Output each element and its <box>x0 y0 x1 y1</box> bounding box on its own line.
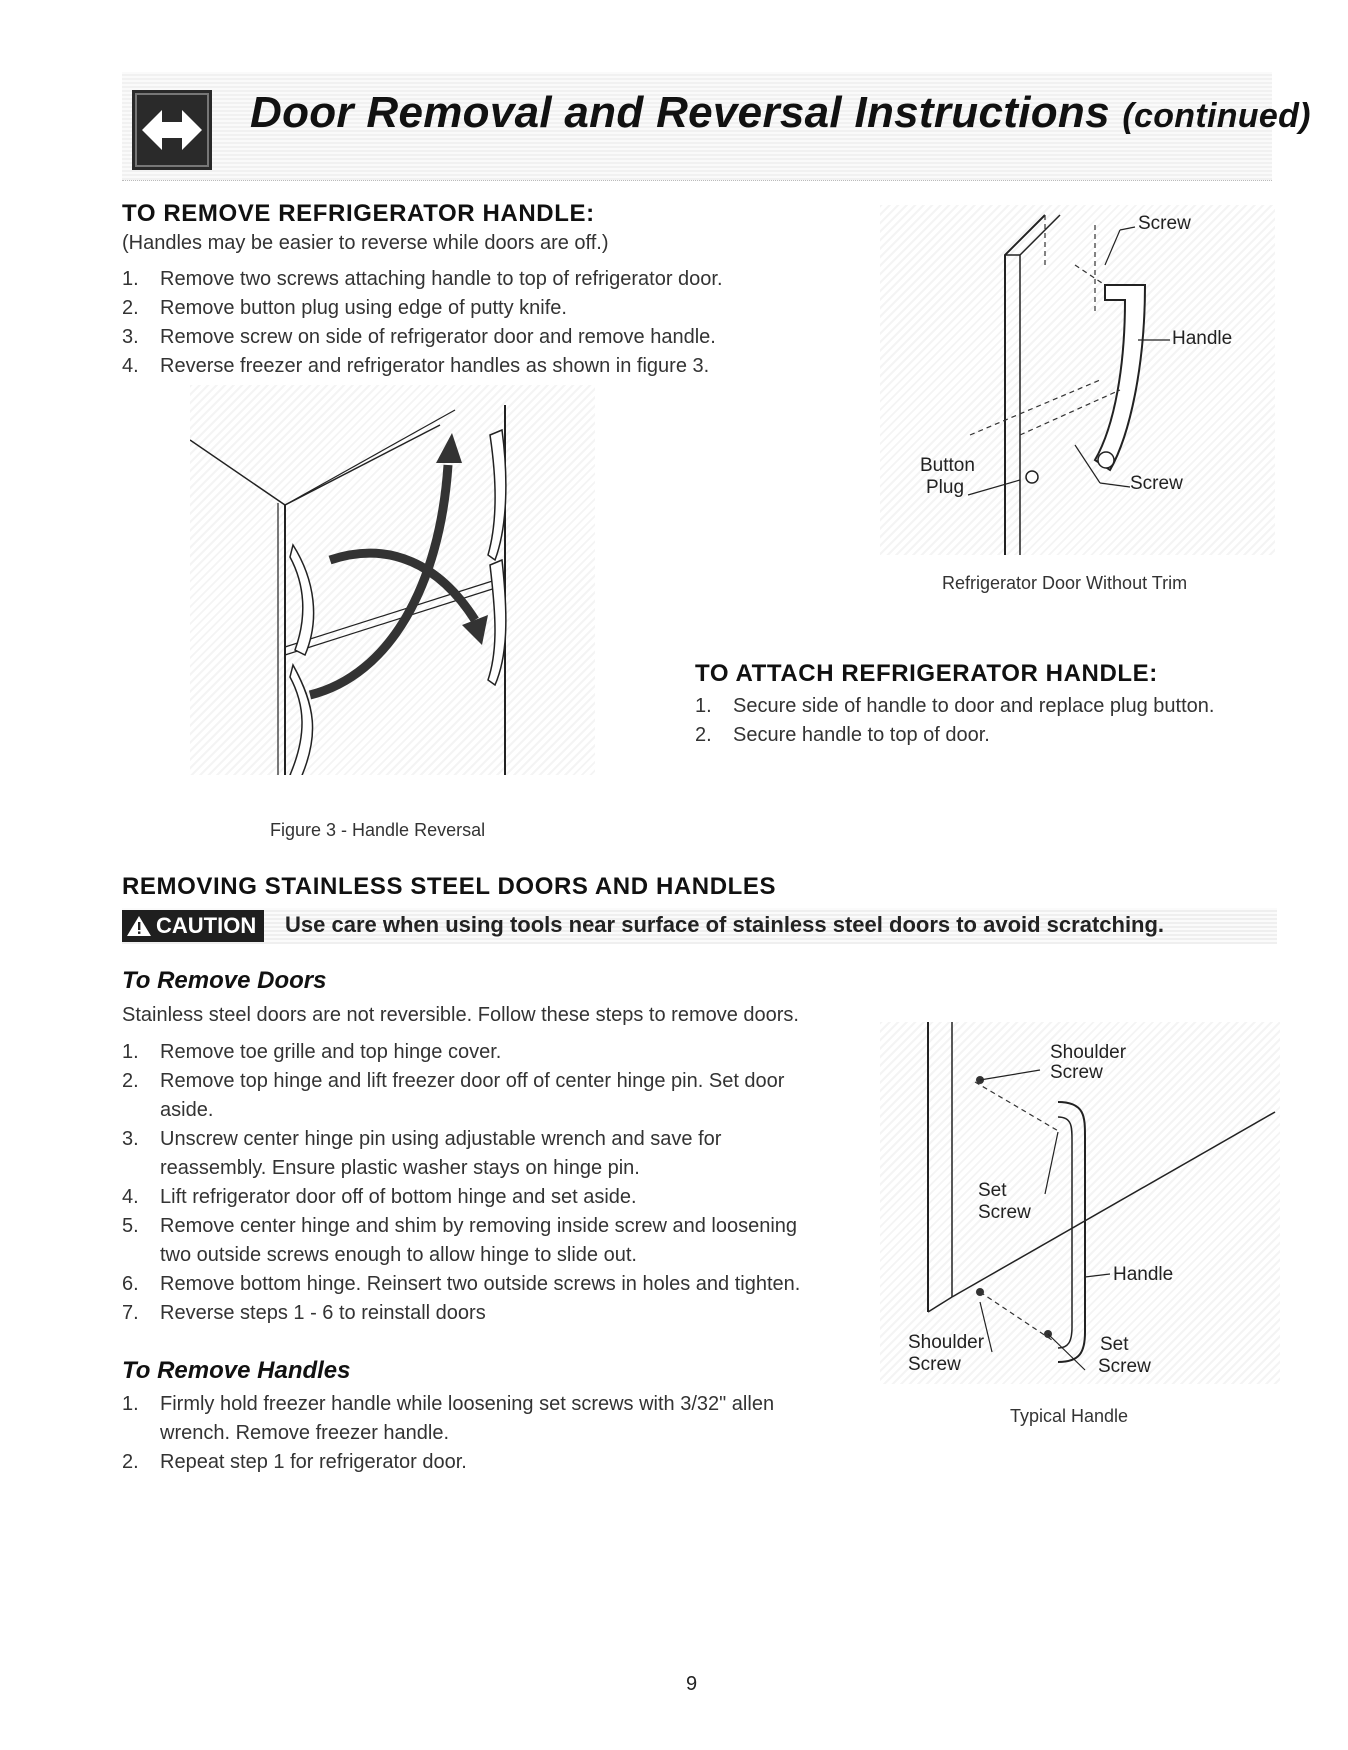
list-item: 3. Unscrew center hinge pin using adjustable wrench and save for reassembly. Ensure plastic washer stays on hinge pin. <box>122 1128 722 1179</box>
attach-handle-heading: TO ATTACH REFRIGERATOR HANDLE: <box>695 660 1158 687</box>
caution-badge <box>122 910 264 942</box>
stainless-heading: REMOVING STAINLESS STEEL DOORS AND HANDLES <box>122 873 777 900</box>
label-handle: Handle <box>1113 1264 1174 1285</box>
label-screw-bottom-left: Screw <box>908 1354 961 1375</box>
remove-handle-steps <box>122 265 723 381</box>
list-item: 1. Secure side of handle to door and replace plug button. <box>695 695 1215 717</box>
list-item: 3. Remove screw on side of refrigerator door and remove handle. <box>122 326 716 348</box>
list-item: 4. Lift refrigerator door off of bottom hinge and set aside. <box>122 1186 637 1208</box>
caution-label: CAUTION <box>156 913 257 938</box>
label-shoulder-bottom: Shoulder <box>908 1332 985 1353</box>
label-screw-mid: Screw <box>978 1202 1031 1223</box>
page-title: Door Removal and Reversal Instructions (continued) <box>250 88 1311 137</box>
remove-doors-heading: To Remove Doors <box>122 967 327 994</box>
list-item: 1. Firmly hold freezer handle while loosening set screws with 3/32" allen wrench. Remove freezer handle. <box>122 1393 775 1444</box>
caution-text: Use care when using tools near surface of stainless steel doors to avoid scratching. <box>285 912 1165 937</box>
label-button: Button <box>920 455 975 476</box>
double-arrow-icon <box>132 90 212 170</box>
remove-doors-intro: Stainless steel doors are not reversible. Follow these steps to remove doors. <box>122 1004 799 1026</box>
list-item: 1. Remove two screws attaching handle to top of refrigerator door. <box>122 268 723 290</box>
list-item: 4. Reverse freezer and refrigerator handles as shown in figure 3. <box>122 355 710 377</box>
figure-typical-handle <box>880 1022 1280 1384</box>
title-continued: (continued) <box>1122 97 1311 135</box>
page-number: 9 <box>686 1673 698 1695</box>
figure-caption-door-trim: Refrigerator Door Without Trim <box>942 573 1188 593</box>
figure-caption-handle-reversal: Figure 3 - Handle Reversal <box>270 820 486 840</box>
remove-handles-steps <box>122 1390 774 1477</box>
label-screw-top: Screw <box>1138 213 1191 234</box>
label-handle: Handle <box>1172 328 1233 349</box>
list-item: 1. Remove toe grille and top hinge cover. <box>122 1041 502 1063</box>
remove-handles-heading: To Remove Handles <box>122 1357 351 1384</box>
warning-icon <box>126 914 152 938</box>
list-item: 7. Reverse steps 1 - 6 to reinstall doors <box>122 1302 486 1324</box>
label-screw-bottom-right: Screw <box>1098 1356 1151 1377</box>
remove-handle-heading: TO REMOVE REFRIGERATOR HANDLE: <box>122 200 595 227</box>
label-shoulder-top: Shoulder <box>1050 1042 1127 1063</box>
list-item: 2. Repeat step 1 for refrigerator door. <box>122 1451 467 1473</box>
label-screw-top: Screw <box>1050 1062 1103 1083</box>
attach-handle-steps <box>695 692 1214 750</box>
label-set-mid: Set <box>978 1180 1007 1201</box>
figure-handle-reversal <box>190 385 595 775</box>
list-item: 2. Remove top hinge and lift freezer door off of center hinge pin. Set door aside. <box>122 1070 785 1121</box>
list-item: 2. Secure handle to top of door. <box>695 724 990 746</box>
figure-caption-typical-handle: Typical Handle <box>1010 1406 1129 1426</box>
label-set-bottom: Set <box>1100 1334 1129 1355</box>
remove-doors-steps <box>122 1038 800 1328</box>
label-screw-bottom: Screw <box>1130 473 1183 494</box>
list-item: 2. Remove button plug using edge of putty knife. <box>122 297 567 319</box>
figure-door-without-trim <box>880 205 1275 555</box>
list-item: 6. Remove bottom hinge. Reinsert two outside screws in holes and tighten. <box>122 1273 801 1295</box>
label-plug: Plug <box>926 477 965 498</box>
remove-handle-intro: (Handles may be easier to reverse while doors are off.) <box>122 232 609 254</box>
list-item: 5. Remove center hinge and shim by removing inside screw and loosening two outside screws enough to allow hinge to slide out. <box>122 1215 798 1266</box>
